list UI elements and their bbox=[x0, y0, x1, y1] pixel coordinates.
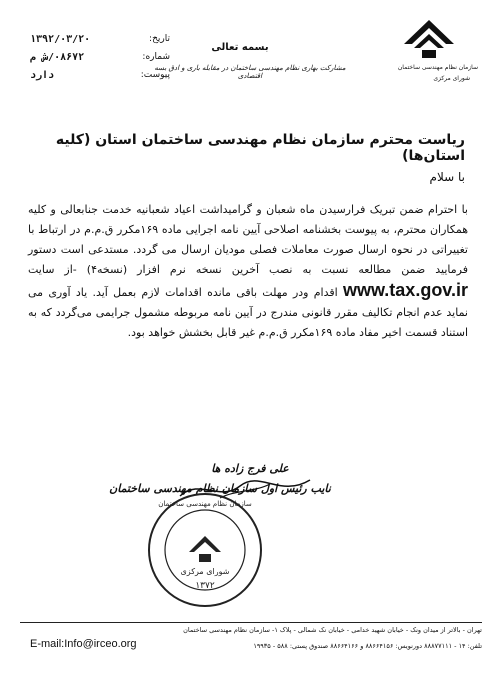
signatory-name: علی فرج زاده ها bbox=[211, 462, 289, 475]
meta-date bbox=[30, 34, 170, 45]
attachment-value: دارد bbox=[30, 70, 55, 81]
date-value: ۱۳۹۲/۰۳/۲۰ bbox=[30, 34, 91, 45]
org-subtitle: شورای مرکزی bbox=[433, 75, 470, 82]
number-value: ۰۸۶۷۲/ش م bbox=[30, 52, 85, 63]
stamp-year: ۱۳۷۲ bbox=[195, 581, 215, 591]
stamp-inner-text: شورای مرکزی bbox=[180, 567, 230, 576]
signatory-title: نایب رئیس اول سازمان نظام مهندسی ساختمان bbox=[109, 482, 331, 495]
page-title: بسمه تعالی bbox=[211, 42, 269, 53]
salutation: با سلام bbox=[429, 170, 465, 184]
footer-email[interactable]: E-mail:Info@irceo.org bbox=[30, 638, 137, 650]
number-label: شماره: bbox=[142, 52, 170, 62]
website-link[interactable]: www.tax.gov.ir bbox=[342, 280, 468, 300]
org-name: سازمان نظام مهندسی ساختمان bbox=[397, 64, 478, 71]
stamp-ring-text: سازمان نظام مهندسی ساختمان bbox=[158, 500, 252, 508]
letter-body bbox=[28, 200, 468, 343]
body-text-part1: با احترام ضمن تبریک فرارسیدن ماه شعبان و گرامیداشت اعیاد شعبانیه خدمت جنابعالی و کلیه همکاران محترم، به پیوست بخشنامه اصلاحی آیین نامه اجرایی ماده ۱۶۹مکرر ق.م.م در ارتباط با تغییراتی در نحوه ارسال صورت معاملات فصلی مودیان ارسال می گردد. مستدعی است دستور فرمایید ضمن مطالعه نسبت به نصب آخرین نسخه نرم افزار (نسخه۴) -از سایت bbox=[28, 203, 468, 276]
date-label: تاریخ: bbox=[149, 34, 170, 44]
letter-heading: ریاست محترم سازمان نظام مهندسی ساختمان استان (کلیه استان‌ها) bbox=[55, 132, 465, 164]
footer-divider bbox=[20, 622, 482, 623]
meta-attachment bbox=[30, 70, 170, 81]
official-stamp-icon bbox=[145, 490, 265, 610]
meta-number bbox=[30, 52, 170, 63]
org-logo-icon bbox=[400, 14, 458, 62]
attachment-label: پیوست: bbox=[140, 70, 170, 80]
header-quote: مشارکت بهاری نظام مهندسی ساختمان در مقابله باری و ادق بسه اقتصادی bbox=[154, 64, 346, 80]
footer-address: تهران - بالاتر از میدان ونک - خیابان شهید خدامی - خیابان نک شمالی - پلاک ۱- سازمان نظام مهندسی ساختمان bbox=[183, 626, 482, 634]
body-text-part2: اقدام ودر مهلت باقی مانده اقدامات لازم بعمل آید. یاد آوری می نماید عدم انجام تکالیف مقرر قانونی مندرج در آیین نامه مربوطه مشمول جرایمی می‌گردد که به استناد قسمت اخیر مفاد ماده ۱۶۹مکرر ق.م.م غیر قابل بخشش خواهد بود. bbox=[28, 286, 468, 339]
footer-phones: تلفن: ۱۴ - ۸۸۸۷۷۱۱۱ دورنویس: ۸۸۶۶۴۱۵۶ و ۸۸۶۶۴۱۶۶ صندوق پستی: ۵۸۸ - ۱۹۹۳۵ bbox=[253, 642, 482, 650]
